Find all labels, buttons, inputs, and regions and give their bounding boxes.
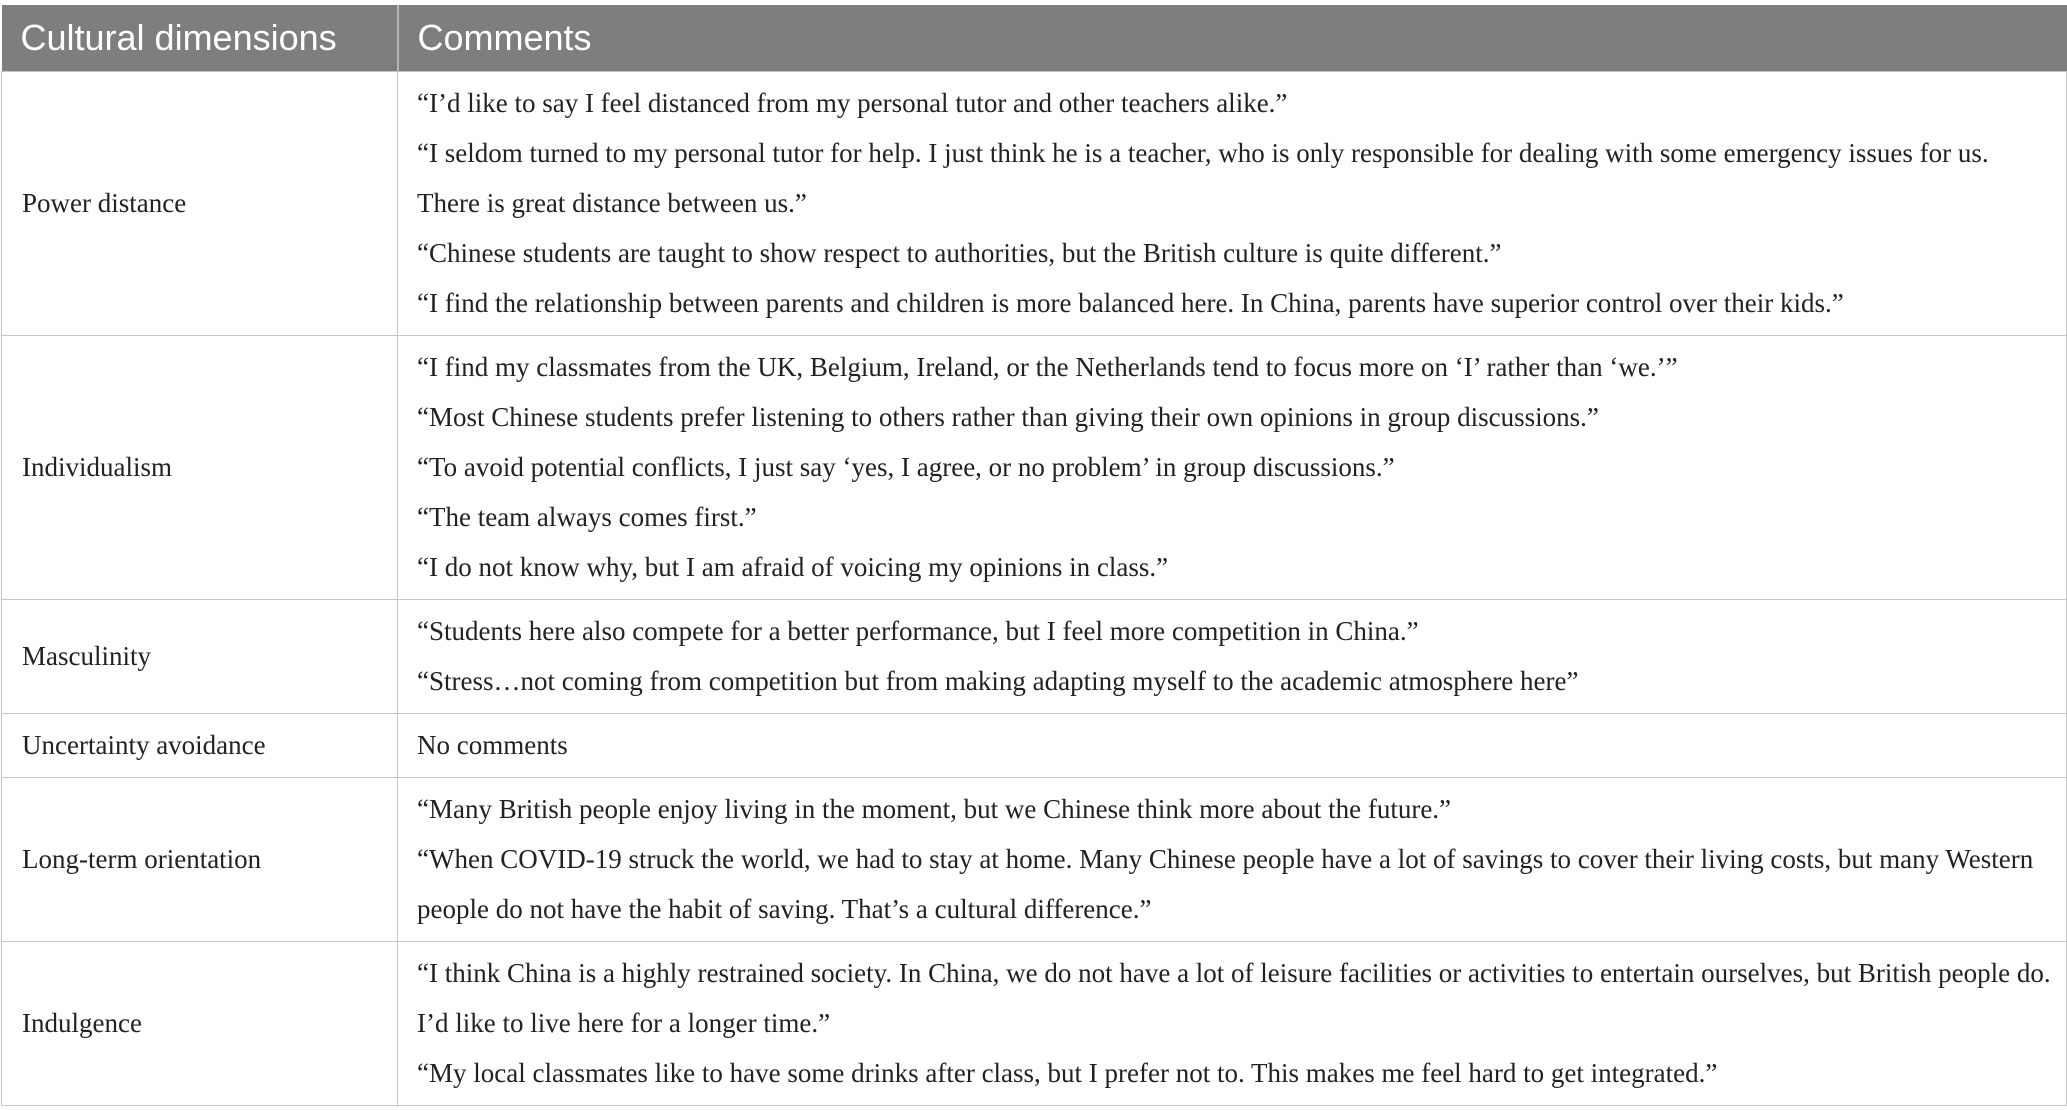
comment-line: “I find the relationship between parents and children is more balanced here. In China, parents have superior control over their kids.”: [417, 287, 1844, 318]
comments-cell: [398, 777, 2067, 941]
comment-line: “I find my classmates from the UK, Belgium, Ireland, or the Netherlands tend to focus more on ‘I’ rather than ‘we.’”: [417, 351, 1678, 382]
table-body: [2, 71, 2067, 1105]
table-row-long-term-orientation: [2, 777, 2067, 941]
comment-line: “To avoid potential conflicts, I just say ‘yes, I agree, or no problem’ in group discussions.”: [417, 451, 1395, 482]
dimension-cell: Individualism: [2, 335, 398, 599]
dimension-cell: Power distance: [2, 71, 398, 335]
cultural-dimensions-table-container: [1, 5, 2066, 1106]
dimension-cell: Uncertainty avoidance: [2, 713, 398, 777]
comment-line: “Many British people enjoy living in the moment, but we Chinese think more about the future.”: [417, 793, 1452, 824]
comments-cell: [398, 599, 2067, 713]
table-row-indulgence: [2, 941, 2067, 1105]
comment-line: “I’d like to say I feel distanced from my personal tutor and other teachers alike.”: [417, 87, 1288, 118]
table-row-masculinity: [2, 599, 2067, 713]
comments-cell: [398, 941, 2067, 1105]
comments-cell: [398, 335, 2067, 599]
header-row: [2, 5, 2067, 71]
table-header: [2, 5, 2067, 71]
comment-line: “Chinese students are taught to show respect to authorities, but the British culture is quite different.”: [417, 237, 1502, 268]
comment-line: “Stress…not coming from competition but from making adapting myself to the academic atmosphere here”: [417, 665, 1579, 696]
dimension-cell: Masculinity: [2, 599, 398, 713]
comments-cell: [398, 713, 2067, 777]
header-cultural-dimensions: Cultural dimensions: [2, 5, 398, 71]
table-row-individualism: [2, 335, 2067, 599]
dimension-cell: Indulgence: [2, 941, 398, 1105]
comments-cell: [398, 71, 2067, 335]
comment-line: “Students here also compete for a better performance, but I feel more competition in China.”: [417, 615, 1419, 646]
table-row-uncertainty-avoidance: [2, 713, 2067, 777]
header-comments: Comments: [398, 5, 2067, 71]
cultural-dimensions-table: [1, 5, 2067, 1106]
comment-line: “I seldom turned to my personal tutor for help. I just think he is a teacher, who is only responsible for dealing with some emergency issues for us. There is great distance between us.”: [417, 137, 1989, 218]
comment-line: No comments: [417, 729, 568, 760]
comment-line: “Most Chinese students prefer listening to others rather than giving their own opinions in group discussions.”: [417, 401, 1599, 432]
comment-line: “My local classmates like to have some drinks after class, but I prefer not to. This makes me feel hard to get integrated.”: [417, 1057, 1718, 1088]
table-row-power-distance: [2, 71, 2067, 335]
dimension-cell: Long-term orientation: [2, 777, 398, 941]
comment-line: “I think China is a highly restrained society. In China, we do not have a lot of leisure facilities or activities to entertain ourselves, but British people do. I’d like to live here for a longer time.”: [417, 957, 2051, 1038]
comment-line: “I do not know why, but I am afraid of voicing my opinions in class.”: [417, 551, 1169, 582]
comment-line: “When COVID-19 struck the world, we had to stay at home. Many Chinese people have a lot of savings to cover their living costs, but many Western people do not have the habit of saving. That’s a cultural difference.”: [417, 843, 2034, 924]
comment-line: “The team always comes first.”: [417, 501, 757, 532]
